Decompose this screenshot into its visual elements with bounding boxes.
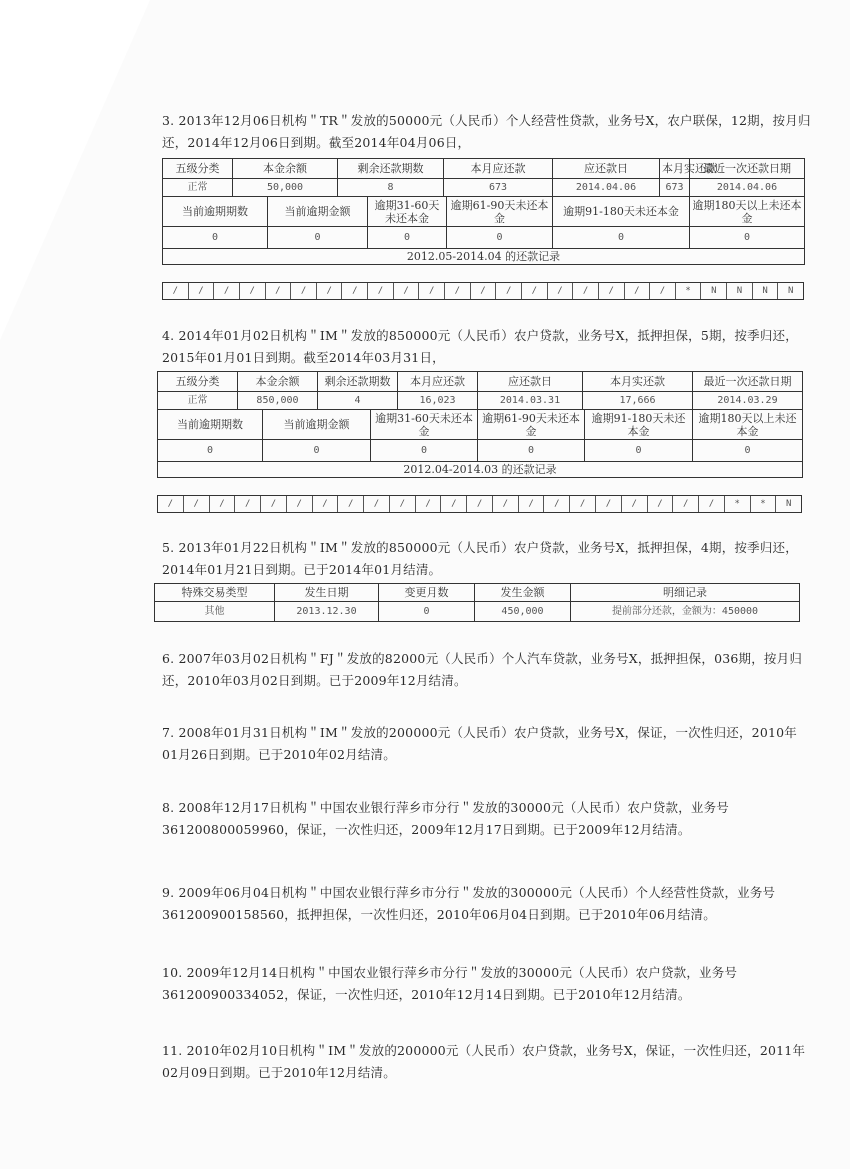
table-cell: 673 — [660, 179, 690, 197]
history-cell: N — [701, 283, 727, 299]
history-cell: / — [368, 283, 394, 299]
table-cell: 0 — [478, 440, 585, 462]
history-cell: N — [787, 286, 794, 296]
history-cell: / — [493, 496, 519, 512]
table-header: 本月应还款 — [444, 159, 553, 179]
record-6-text: 6. 2007年03月02日机构＂FJ＂发放的82000元（人民币）个人汽车贷款，业务号X，抵押担保，036期，按月归还，2010年03月02日到期。已于2009年12月结清。 — [162, 651, 803, 688]
table-cell: 0 — [690, 227, 805, 249]
history-cell: / — [519, 496, 545, 512]
history-cell: / — [570, 496, 596, 512]
table-cell: 16,023 — [398, 392, 478, 410]
history-cell: / — [214, 283, 240, 299]
history-cell: / — [419, 283, 445, 299]
table-cell: 0 — [585, 440, 693, 462]
history-cell: / — [548, 283, 574, 299]
record-9-text: 9. 2009年06月04日机构＂中国农业银行萍乡市分行＂发放的300000元（人民币）个人经营性贷款，业务号361200900158560，抵押担保，一次性归还，2010年06月04日到期。已于2010年06月结清。 — [162, 885, 776, 922]
history-cell: / — [390, 496, 416, 512]
table-header: 明细记录 — [571, 584, 800, 602]
table-header: 逾期91-180天未还本金 — [553, 197, 690, 227]
record-4-table — [157, 371, 803, 410]
record-10-text: 10. 2009年12月14日机构＂中国农业银行萍乡市分行＂发放的30000元（人民币）农户贷款，业务号361200900334052，保证，一次性归还，2010年12月14日到期。已于2010年12月结清。 — [162, 965, 738, 1002]
history-cell: / — [313, 496, 339, 512]
record-5-table — [154, 583, 800, 622]
history-cell: N — [727, 283, 753, 299]
history-cell: N — [786, 499, 792, 509]
history-cell: * — [725, 496, 751, 512]
table-row — [155, 584, 800, 602]
history-cell: / — [266, 283, 292, 299]
table-header: 当前逾期金额 — [263, 410, 371, 440]
history-cell: / — [596, 496, 622, 512]
folded-corner — [0, 0, 150, 340]
record-3-text: 3. 2013年12月06日机构＂TR＂发放的50000元（人民币）个人经营性贷款，业务号X，农户联保，12期，按月归还，2014年12月06日到期。截至2014年04月06日， — [162, 113, 811, 150]
history-cell: / — [261, 496, 287, 512]
table-cell: 0 — [268, 227, 368, 249]
history-cell: / — [625, 283, 651, 299]
history-cell: / — [648, 496, 674, 512]
table-header: 本金余额 — [233, 159, 338, 179]
table-cell: 其他 — [155, 602, 275, 622]
history-cell: * — [751, 496, 777, 512]
history-cell: / — [394, 283, 420, 299]
table-header: 逾期61-90天未还本金 — [478, 410, 585, 440]
table-row — [158, 392, 803, 410]
table-cell: 17,666 — [583, 392, 693, 410]
history-cell: / — [522, 283, 548, 299]
record-4-history — [157, 495, 802, 513]
history-cell: N — [753, 283, 779, 299]
record-4-text: 4. 2014年01月02日机构＂IM＂发放的850000元（人民币）农户贷款，业务号X，抵押担保，5期，按季归还，2015年01月01日到期。截至2014年03月31日， — [162, 328, 798, 365]
history-cell: / — [342, 283, 368, 299]
table-header: 本金余额 — [238, 372, 318, 392]
table-cell: 50,000 — [233, 179, 338, 197]
table-header: 五级分类 — [163, 159, 233, 179]
history-cell: * — [676, 283, 702, 299]
table-cell: 0 — [379, 602, 475, 622]
table-header: 本月实还款 — [583, 372, 693, 392]
history-cell: / — [210, 496, 236, 512]
table-header: 本月应还款 — [398, 372, 478, 392]
table-header: 逾期61-90天未还本金 — [447, 197, 553, 227]
table-row — [158, 462, 803, 478]
history-cell: / — [467, 496, 493, 512]
table-cell: 450,000 — [475, 602, 571, 622]
history-cell: / — [287, 496, 313, 512]
table-cell: 0 — [447, 227, 553, 249]
history-cell: / — [317, 283, 343, 299]
table-cell: 正常 — [163, 179, 233, 197]
table-row — [163, 159, 805, 179]
table-header: 剩余还款期数 — [338, 159, 444, 179]
record-3-history — [162, 282, 804, 300]
history-cell: / — [189, 283, 215, 299]
table-cell: 0 — [371, 440, 478, 462]
history-cell: / — [650, 283, 676, 299]
table-cell: 2014.04.06 — [690, 179, 805, 197]
history-cell: / — [673, 496, 699, 512]
table-row — [163, 227, 805, 249]
record-4-table-overdue — [157, 409, 803, 478]
table-cell: 0 — [693, 440, 803, 462]
table-cell: 673 — [444, 179, 553, 197]
table-header: 变更月数 — [379, 584, 475, 602]
history-cell: / — [184, 496, 210, 512]
table-cell: 正常 — [158, 392, 238, 410]
history-cell: / — [364, 496, 390, 512]
history-cell: / — [291, 283, 317, 299]
table-header: 逾期31-60天未还本金 — [371, 410, 478, 440]
record-8-text: 8. 2008年12月17日机构＂中国农业银行萍乡市分行＂发放的30000元（人民币）农户贷款，业务号361200800059960，保证，一次性归还，2009年12月17日到期。已于2009年12月结清。 — [162, 800, 729, 837]
table-header: 当前逾期期数 — [163, 197, 268, 227]
table-row — [163, 197, 805, 227]
table-header: 应还款日 — [478, 372, 583, 392]
history-cell: / — [235, 496, 261, 512]
history-cell: / — [599, 283, 625, 299]
table-row — [163, 179, 805, 197]
history-cell: / — [471, 283, 497, 299]
table-cell: 2014.03.29 — [693, 392, 803, 410]
table-header: 逾期91-180天未还本金 — [585, 410, 693, 440]
table-row — [158, 372, 803, 392]
table-header: 发生日期 — [275, 584, 379, 602]
history-cell: / — [573, 283, 599, 299]
record-5-text: 5. 2013年01月22日机构＂IM＂发放的850000元（人民币）农户贷款，业务号X，抵押担保，4期，按季归还，2014年01月21日到期。已于2014年01月结清。 — [162, 540, 798, 577]
table-cell: 0 — [368, 227, 447, 249]
history-cell: / — [445, 283, 471, 299]
table-header: 逾期180天以上未还本金 — [693, 410, 803, 440]
history-label: 2012.04-2014.03 的还款记录 — [158, 462, 803, 478]
table-cell: 0 — [263, 440, 371, 462]
table-header: 逾期31-60天未还本金 — [368, 197, 447, 227]
table-header: 五级分类 — [158, 372, 238, 392]
table-row — [155, 602, 800, 622]
history-cell: / — [622, 496, 648, 512]
table-row — [163, 249, 805, 265]
table-header: 特殊交易类型 — [155, 584, 275, 602]
table-cell: 2014.04.06 — [553, 179, 660, 197]
table-row — [158, 440, 803, 462]
history-cell: / — [441, 496, 467, 512]
table-cell: 0 — [553, 227, 690, 249]
table-header: 当前逾期金额 — [268, 197, 368, 227]
table-header: 当前逾期期数 — [158, 410, 263, 440]
table-header: 最近一次还款日期 — [693, 372, 803, 392]
history-cell: / — [699, 496, 725, 512]
history-cell: / — [416, 496, 442, 512]
history-cell: / — [544, 496, 570, 512]
table-cell: 2013.12.30 — [275, 602, 379, 622]
history-cell: / — [240, 283, 266, 299]
table-row — [158, 410, 803, 440]
table-header: 本月实还款 — [660, 159, 690, 179]
table-cell: 0 — [158, 440, 263, 462]
table-header: 应还款日 — [553, 159, 660, 179]
record-7-text: 7. 2008年01月31日机构＂IM＂发放的200000元（人民币）农户贷款，业务号X，保证，一次性归还，2010年01月26日到期。已于2010年02月结清。 — [162, 725, 797, 762]
record-11-text: 11. 2010年02月10日机构＂IM＂发放的200000元（人民币）农户贷款，业务号X，保证，一次性归还，2011年02月09日到期。已于2010年12月结清。 — [162, 1043, 806, 1080]
record-3-table — [162, 158, 805, 265]
history-label: 2012.05-2014.04 的还款记录 — [163, 249, 805, 265]
table-cell: 2014.03.31 — [478, 392, 583, 410]
history-cell: / — [163, 283, 189, 299]
table-cell: 提前部分还款，金额为：450000 — [571, 602, 800, 622]
table-header: 最近一次还款日期 — [690, 159, 805, 179]
table-header: 发生金额 — [475, 584, 571, 602]
table-header: 逾期180天以上未还本金 — [690, 197, 805, 227]
history-cell: / — [158, 496, 184, 512]
table-cell: 0 — [163, 227, 268, 249]
history-cell: / — [338, 496, 364, 512]
table-header: 剩余还款期数 — [318, 372, 398, 392]
table-cell: 4 — [318, 392, 398, 410]
table-cell: 850,000 — [238, 392, 318, 410]
table-cell: 8 — [338, 179, 444, 197]
history-cell: / — [496, 283, 522, 299]
